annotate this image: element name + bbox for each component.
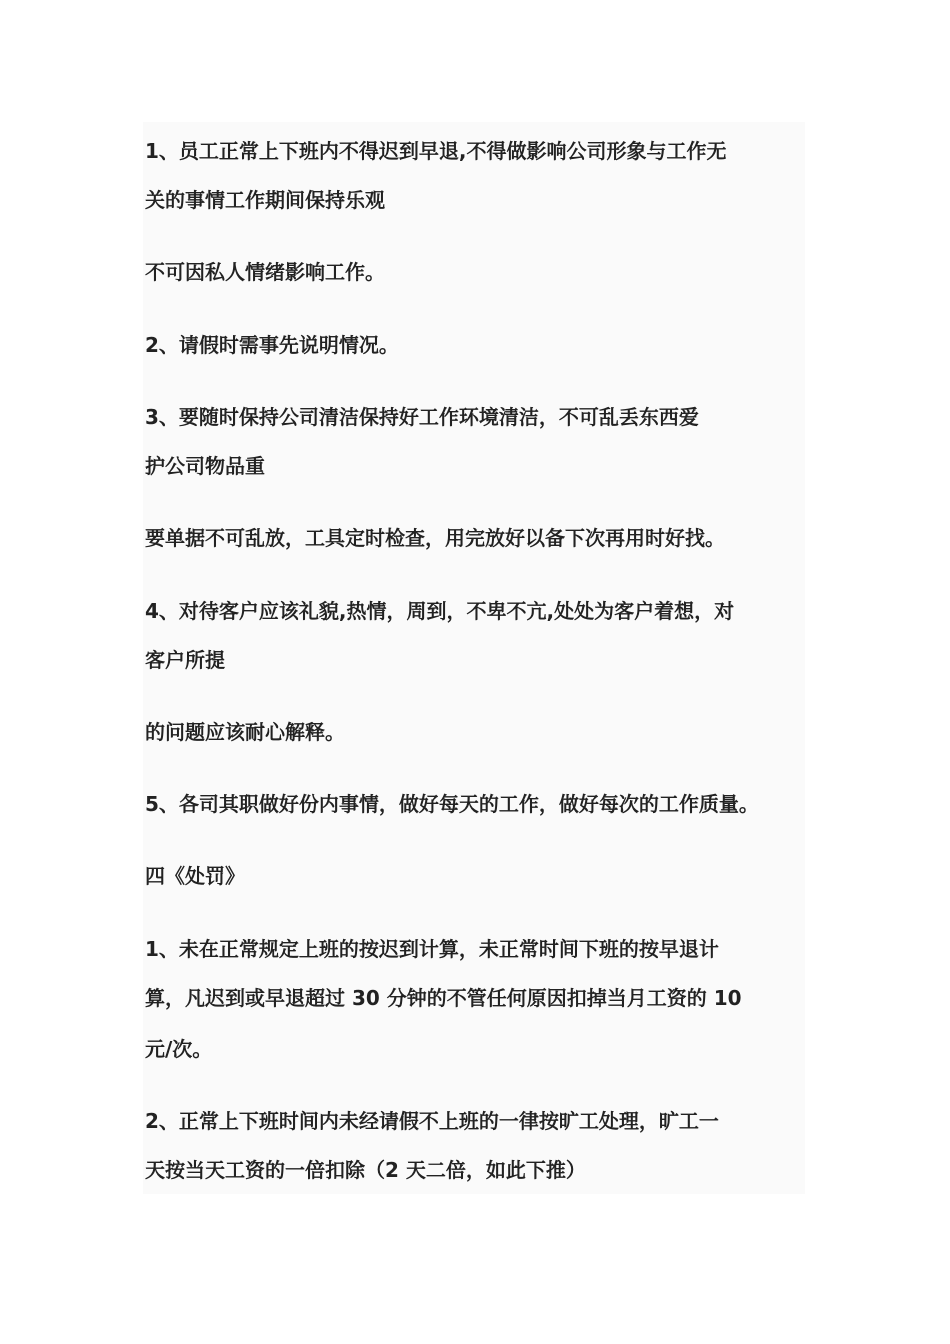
text-line: 不可因私人情绪影响工作。 <box>145 260 385 284</box>
text-line: 护公司物品重 <box>145 454 265 478</box>
text-line: 1、员工正常上下班内不得迟到早退,不得做影响公司形象与工作无 <box>145 139 727 163</box>
text-line: 算，凡迟到或早退超过 30 分钟的不管任何原因扣掉当月工资的 10 <box>145 986 742 1010</box>
text-line: 5、各司其职做好份内事情，做好每天的工作，做好每次的工作质量。 <box>145 792 759 816</box>
text-line: 2、正常上下班时间内未经请假不上班的一律按旷工处理，旷工一 <box>145 1109 719 1133</box>
text-line: 的问题应该耐心解释。 <box>145 720 345 744</box>
text-line: 客户所提 <box>145 648 225 672</box>
text-line: 关的事情工作期间保持乐观 <box>145 188 385 212</box>
text-line: 2、请假时需事先说明情况。 <box>145 333 399 357</box>
text-line: 天按当天工资的一倍扣除（2 天二倍，如此下推） <box>145 1158 586 1182</box>
text-line: 1、未在正常规定上班的按迟到计算，未正常时间下班的按早退计 <box>145 937 719 961</box>
text-line: 4、对待客户应该礼貌,热情，周到，不卑不亢,处处为客户着想，对 <box>145 599 735 623</box>
text-line: 要单据不可乱放，工具定时检查，用完放好以备下次再用时好找。 <box>145 526 725 550</box>
section-heading: 四《处罚》 <box>145 864 245 888</box>
text-line: 元/次。 <box>145 1037 213 1061</box>
text-line: 3、要随时保持公司清洁保持好工作环境清洁，不可乱丢东西爱 <box>145 405 699 429</box>
